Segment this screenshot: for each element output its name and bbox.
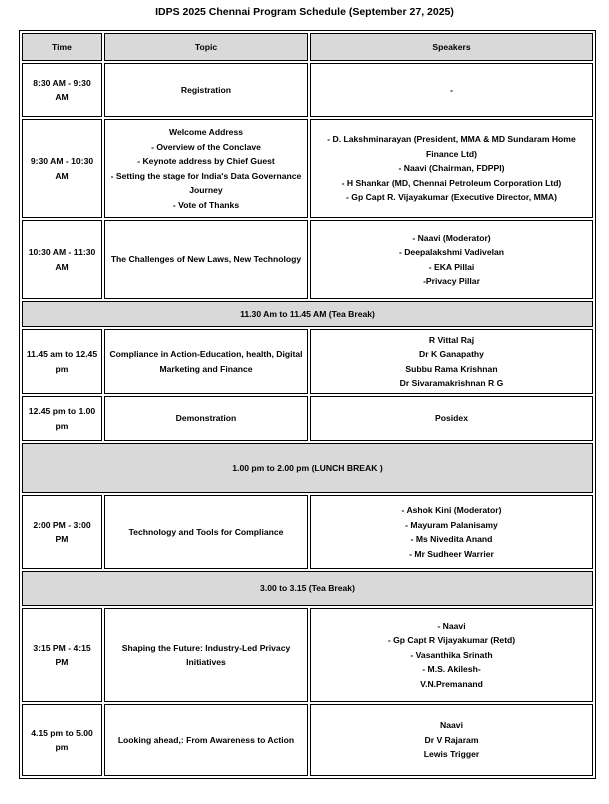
session-row <box>22 63 593 117</box>
speaker-line: - Gp Capt R Vijayakumar (Retd) <box>387 635 516 646</box>
column-header-speakers: Speakers <box>310 33 593 61</box>
break-row <box>22 443 593 493</box>
topic-line: - Setting the stage for India's Data Governance Journey <box>110 170 302 195</box>
speaker-line: - Mayuram Palanisamy <box>405 519 498 530</box>
session-row <box>22 608 593 702</box>
session-row <box>22 119 593 218</box>
session-time: 3:15 PM - 4:15 PM <box>22 608 102 702</box>
speaker-line: Posidex <box>435 413 468 424</box>
break-row <box>22 301 593 327</box>
session-speakers <box>310 608 593 702</box>
page-title: IDPS 2025 Chennai Program Schedule (September 27, 2025) <box>155 6 454 18</box>
speaker-line: - D. Lakshminarayan (President, MMA & MD Sundaram Home Finance Ltd) <box>327 134 576 159</box>
topic-line: The Challenges of New Laws, New Technology <box>110 254 302 265</box>
break-label: 1.00 pm to 2.00 pm (LUNCH BREAK ) <box>22 443 593 493</box>
session-topic <box>104 329 308 394</box>
session-time: 4.15 pm to 5.00 pm <box>22 704 102 776</box>
topic-line: Registration <box>180 84 232 95</box>
break-label: 3.00 to 3.15 (Tea Break) <box>22 571 593 606</box>
speaker-line: Dr V Rajaram <box>424 734 479 745</box>
session-time: 10:30 AM - 11:30 AM <box>22 220 102 299</box>
speaker-line: - <box>450 84 453 95</box>
speaker-line: V.N.Premanand <box>420 678 483 689</box>
column-header-topic: Topic <box>104 33 308 61</box>
session-topic <box>104 63 308 117</box>
session-speakers <box>310 704 593 776</box>
column-header-time: Time <box>22 33 102 61</box>
session-time: 11.45 am to 12.45 pm <box>22 329 102 394</box>
speaker-line: - H Shankar (MD, Chennai Petroleum Corporation Ltd) <box>341 177 562 188</box>
session-speakers <box>310 329 593 394</box>
speaker-line: - Ashok Kini (Moderator) <box>401 505 502 515</box>
topic-line: Looking ahead,: From Awareness to Action <box>117 734 295 745</box>
session-speakers <box>310 119 593 218</box>
topic-line: - Vote of Thanks <box>172 199 240 210</box>
topic-line: Welcome Address <box>168 127 244 137</box>
speaker-line: - Mr Sudheer Warrier <box>409 548 494 559</box>
topic-line: Shaping the Future: Industry-Led Privacy Initiatives <box>121 642 291 667</box>
topic-line: - Overview of the Conclave <box>151 141 261 152</box>
speaker-line: - M.S. Akilesh- <box>422 664 481 675</box>
session-time: 8:30 AM - 9:30 AM <box>22 63 102 117</box>
speaker-line: R Vittal Raj <box>428 334 475 345</box>
session-topic <box>104 495 308 569</box>
break-row <box>22 571 593 606</box>
session-topic <box>104 608 308 702</box>
speaker-line: Lewis Trigger <box>423 749 480 760</box>
speaker-line: -Privacy Pillar <box>423 276 480 286</box>
session-time: 2:00 PM - 3:00 PM <box>22 495 102 569</box>
schedule-table <box>19 30 596 779</box>
topic-line: Technology and Tools for Compliance <box>128 526 284 537</box>
session-speakers <box>310 63 593 117</box>
topic-line: - Keynote address by Chief Guest <box>137 156 275 166</box>
speaker-line: - Naavi (Chairman, FDPPI) <box>398 163 505 174</box>
session-time: 9:30 AM - 10:30 AM <box>22 119 102 218</box>
session-row <box>22 495 593 569</box>
topic-line: Compliance in Action-Education, health, Digital Marketing and Finance <box>109 349 303 374</box>
session-row <box>22 704 593 776</box>
session-row <box>22 220 593 299</box>
session-speakers <box>310 495 593 569</box>
speaker-line: Naavi <box>440 720 463 731</box>
speaker-line: - Gp Capt R. Vijayakumar (Executive Director, MMA) <box>346 192 557 203</box>
session-topic <box>104 396 308 441</box>
session-topic <box>104 220 308 299</box>
break-label: 11.30 Am to 11.45 AM (Tea Break) <box>22 301 593 327</box>
speaker-line: - Naavi <box>437 620 466 631</box>
topic-line: Demonstration <box>175 413 237 424</box>
speaker-line: - EKA Pillai <box>428 261 475 272</box>
session-row <box>22 329 593 394</box>
session-row <box>22 396 593 441</box>
speaker-line: Subbu Rama Krishnan <box>405 363 498 374</box>
speaker-line: - Vasanthika Srinath <box>410 649 493 660</box>
speaker-line: - Deepalakshmi Vadivelan <box>398 247 505 257</box>
speaker-line: - Ms Nivedita Anand <box>410 534 493 544</box>
speaker-line: Dr Sivaramakrishnan R G <box>399 378 504 388</box>
speaker-line: Dr K Ganapathy <box>419 349 484 359</box>
session-speakers <box>310 396 593 441</box>
session-time: 12.45 pm to 1.00 pm <box>22 396 102 441</box>
header-row <box>22 33 593 61</box>
speaker-line: - Naavi (Moderator) <box>412 232 491 243</box>
session-topic <box>104 119 308 218</box>
session-speakers <box>310 220 593 299</box>
session-topic <box>104 704 308 776</box>
